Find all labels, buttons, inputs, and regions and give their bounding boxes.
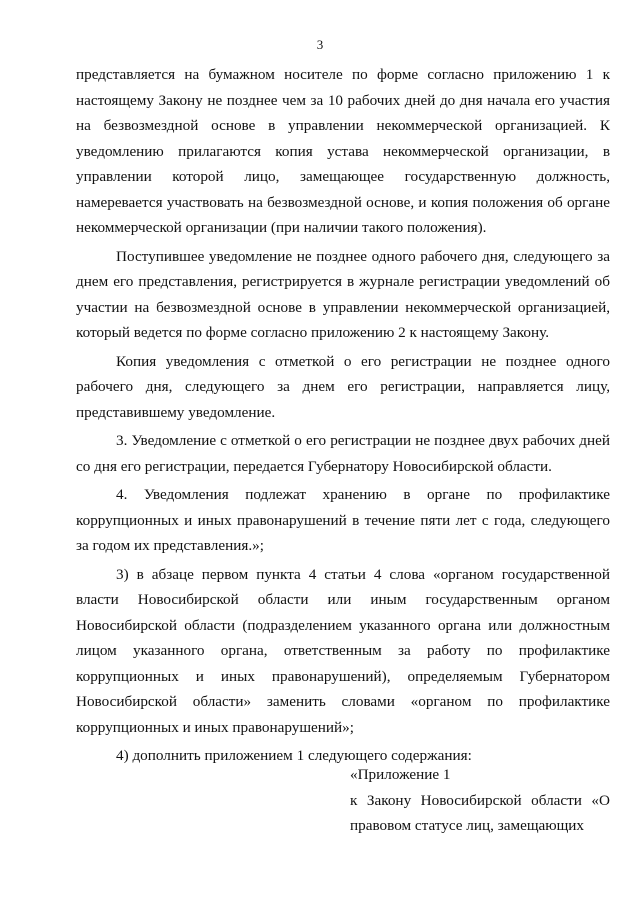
paragraph-item-3: 3. Уведомление с отметкой о его регистрации не позднее двух рабочих дней со дня его регистрации, передается Губернатору Новосибирской области. — [76, 432, 610, 475]
paragraph-notice-copy: Копия уведомления с отметкой о его регистрации не позднее одного рабочего дня, следующего за днем его регистрации, направляется лицу, представившему уведомление. — [76, 352, 610, 421]
appendix-block — [350, 762, 610, 839]
page-number: 3 — [316, 37, 324, 52]
paragraph-registration: Поступившее уведомление не позднее одного рабочего дня, следующего за днем его представления, регистрируется в журнале регистрации уведомлений об участии на безвозмездной основе в управлении некоммерческой организацией, который ведется по форме согласно приложению 2 к настоящему Закону. — [76, 247, 610, 341]
appendix-title: «Приложение 1 — [350, 766, 451, 783]
paragraph-amendment-3: 3) в абзаце первом пункта 4 статьи 4 слова «органом государственной власти Новосибирской области или иным государственным органом Новосибирской области (подразделением указанного органа или должностным лицом указанного органа, ответственным за работу по профилактике коррупционных и иных правонарушений), определяемым Губернатором Новосибирской области» заменить словами «органом по профилактике коррупционных и иных правонарушений»; — [76, 565, 610, 736]
document-body — [76, 62, 610, 769]
paragraph-continuation: представляется на бумажном носителе по форме согласно приложению 1 к настоящему Закону не позднее чем за 10 рабочих дней до дня начала его участия на безвозмездной основе в управлении некоммерческой организацией. К уведомлению прилагаются копия устава некоммерческой организации, в управлении которой лицо, замещающее государственную должность, намеревается участвовать на безвозмездной основе, и копия положения об органе некоммерческой организации (при наличии такого положения). — [76, 66, 610, 236]
appendix-reference: к Закону Новосибирской области «О правовом статусе лиц, замещающих — [350, 791, 610, 834]
paragraph-item-4: 4. Уведомления подлежат хранению в органе по профилактике коррупционных и иных правонарушений в течение пяти лет с года, следующего за годом их представления.»; — [76, 486, 610, 554]
paragraph-amendment-4: 4) дополнить приложением 1 следующего содержания: — [116, 747, 472, 764]
